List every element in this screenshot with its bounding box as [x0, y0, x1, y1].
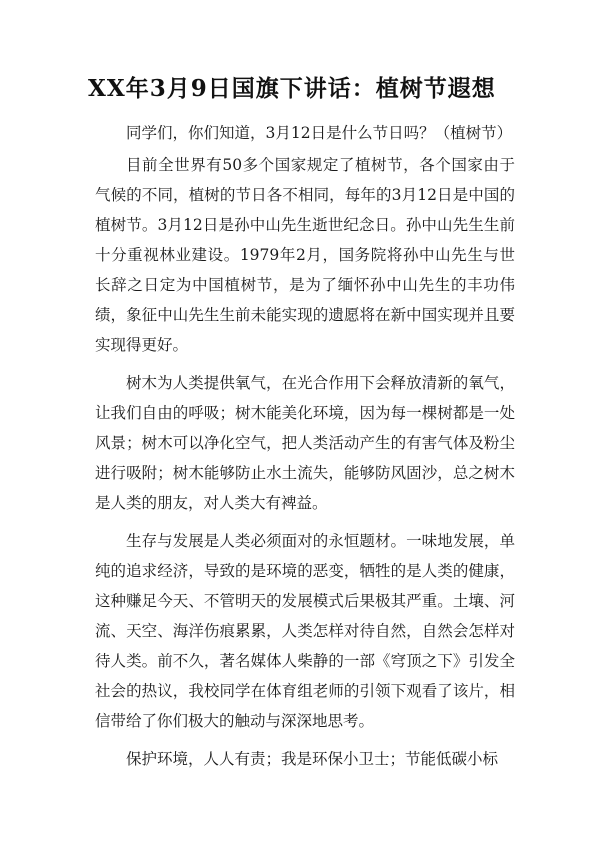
document-body: [95, 118, 515, 782]
paragraph-environmental-protection: 保护环境，人人有责；我是环保小卫士；节能低碳小标: [126, 750, 499, 768]
paragraph-arbor-day-history: 目前全世界有50多个国家规定了植树节，各个国家由于气候的不同，植树的节日各不相同，每年的3月12日是中国的植树节。3月12日是孙中山先生逝世纪念日。孙中山先生生前十分重视林业建设。1979年2月，国务院将孙中山先生与世长辞之日定为中国植树节，是为了缅怀孙中山先生的丰功伟绩，象征中山先生生前未能实现的遗愿将在新中国实现并且要实现得更好。: [95, 156, 515, 354]
document-title: XX年3月9日国旗下讲话：植树节遐想: [88, 75, 496, 102]
paragraph-environment-development: 生存与发展是人类必须面对的永恒题材。一味地发展，单纯的追求经济，导致的是环境的恶变，牺牲的是人类的健康，这种赚足今天、不管明天的发展模式后果极其严重。土壤、河流、天空、海洋伤痕累累，人类怎样对待自然，自然会怎样对待人类。前不久，著名媒体人柴静的一部《穹顶之下》引发全社会的热议，我校同学在体育组老师的引领下观看了该片，相信带给了你们极大的触动与深深地思考。: [95, 532, 515, 730]
paragraph-tree-benefits: 树木为人类提供氧气，在光合作用下会释放清新的氧气，让我们自由的呼吸；树木能美化环境，因为每一棵树都是一处风景；树木可以净化空气，把人类活动产生的有害气体及粉尘进行吸附；树木能够防止水土流失，能够防风固沙，总之树木是人类的朋友，对人类大有裨益。: [95, 374, 515, 512]
paragraph-intro-question: 同学们，你们知道，3月12日是什么节日吗？（植树节）: [126, 124, 513, 142]
